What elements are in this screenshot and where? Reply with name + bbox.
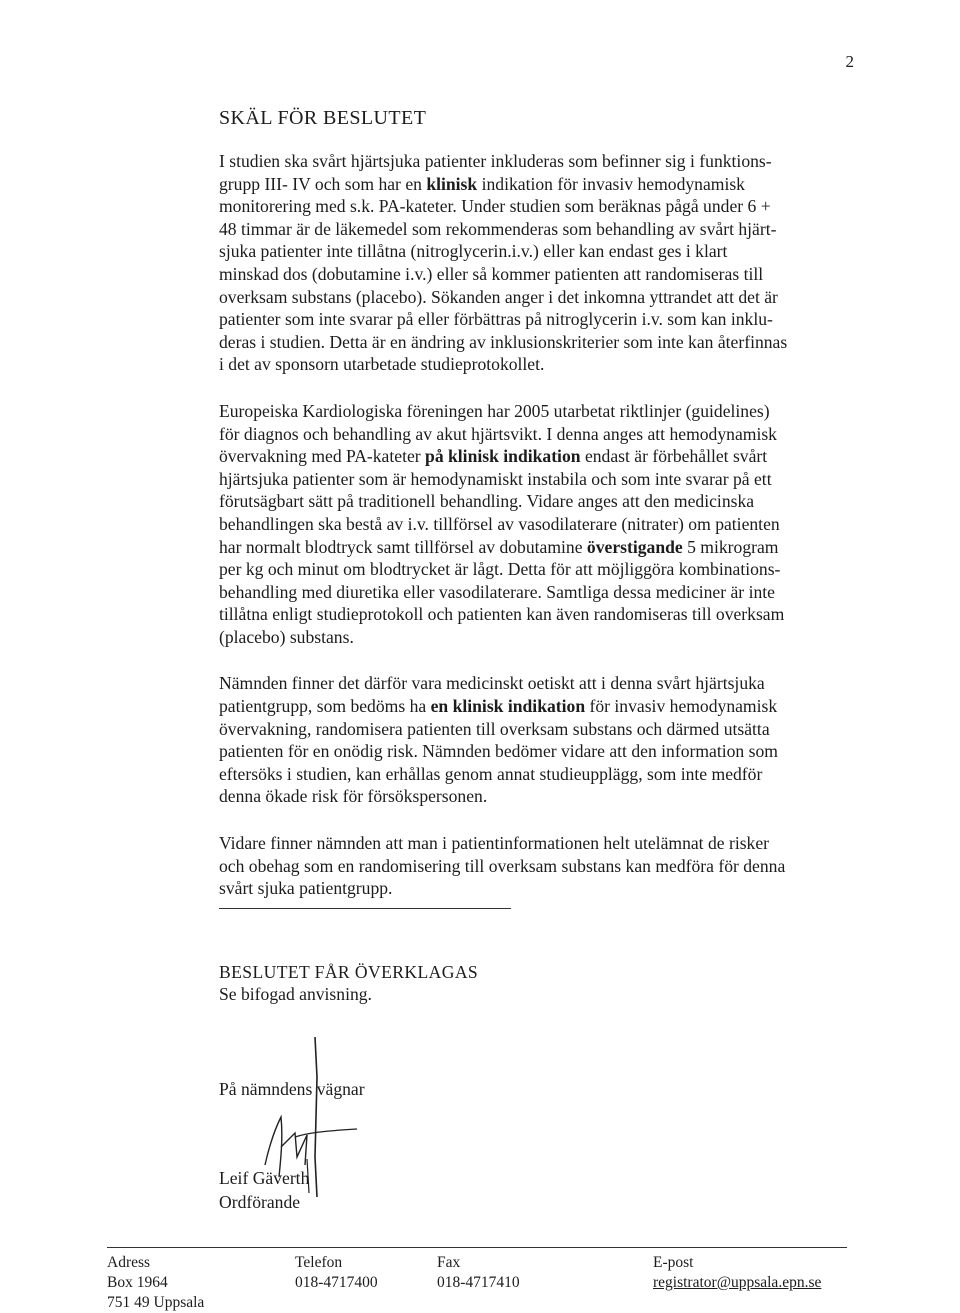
text-line: svårt sjuka patientgrupp. bbox=[219, 878, 393, 899]
text-line: Nämnden finner det därför vara medicinskt oetiskt att i denna svårt hjärtsjuka bbox=[219, 673, 765, 694]
bold-phrase: en klinisk indikation bbox=[430, 696, 586, 717]
address-label: Adress bbox=[107, 1254, 151, 1271]
text-line: patienten för en onödig risk. Nämnden bedömer vidare att den information som bbox=[219, 741, 778, 762]
text-line: och obehag som en randomisering till overksam substans kan medföra för denna bbox=[219, 855, 786, 876]
bold-phrase: på klinisk indikation bbox=[425, 446, 581, 467]
address-line: Box 1964 bbox=[107, 1274, 168, 1291]
signature-block bbox=[219, 1067, 849, 1217]
email-link[interactable]: registrator@uppsala.epn.se bbox=[653, 1274, 822, 1291]
address-city: 751 49 Uppsala bbox=[107, 1294, 205, 1311]
footer bbox=[107, 1247, 847, 1311]
bold-phrase: klinisk bbox=[426, 173, 478, 194]
section-heading: SKÄL FÖR BESLUTET bbox=[219, 107, 427, 129]
text-line: tillåtna enligt studieprotokoll och patienten kan även randomiseras till overksam bbox=[219, 604, 785, 625]
paragraph bbox=[219, 832, 849, 900]
page-number: 2 bbox=[845, 52, 854, 71]
signer-title: Ordförande bbox=[219, 1191, 301, 1212]
text-line: i det av sponsorn utarbetade studieprotokollet. bbox=[219, 354, 545, 375]
text-line: minskad dos (dobutamine i.v.) eller så kommer patienten att randomiseras till bbox=[219, 263, 764, 284]
text-line: eftersöks i studien, kan erhållas genom annat studieupplägg, som inte medför bbox=[219, 763, 763, 784]
divider bbox=[219, 908, 511, 909]
text-line: I studien ska svårt hjärtsjuka patienter inkluderas som befinner sig i funktions- bbox=[219, 151, 772, 171]
text-line: monitorering med s.k. PA-kateter. Under studien som beräknas pågå under 6 + bbox=[219, 196, 771, 217]
paragraph bbox=[219, 400, 849, 649]
text-line: Vidare finner nämnden att man i patientinformationen helt utelämnat de risker bbox=[219, 833, 770, 854]
on-behalf-text: På nämndens vägnar bbox=[219, 1078, 365, 1099]
text-line: övervakning med PA-kateter på klinisk indikation endast är förbehållet svårt bbox=[219, 446, 768, 467]
text-line: behandling med diuretika eller vasodilaterare. Samtliga dessa mediciner är inte bbox=[219, 581, 775, 602]
fax-label: Fax bbox=[437, 1254, 461, 1271]
text-line: deras i studien. Detta är en ändring av inklusionskriterier som inte kan återfinnas bbox=[219, 331, 788, 352]
text-line: behandlingen ska bestå av i.v. tillförsel av vasodilaterare (nitrater) om patienten bbox=[219, 513, 780, 534]
decision-body bbox=[219, 107, 849, 1217]
paragraph bbox=[219, 150, 849, 376]
footer-address bbox=[107, 1253, 204, 1313]
footer-divider bbox=[107, 1247, 847, 1248]
text-line: (placebo) substans. bbox=[219, 626, 354, 647]
text-line: 48 timmar är de läkemedel som rekommenderas som behandling av svårt hjärt- bbox=[219, 218, 777, 239]
appeal-text: Se bifogad anvisning. bbox=[219, 983, 372, 1004]
text-line: denna ökade risk för försökspersonen. bbox=[219, 786, 488, 807]
text-line: förutsägbart sätt på traditionell behandling. Vidare anges att den medicinska bbox=[219, 491, 755, 512]
text-line: overksam substans (placebo). Sökanden anger i det inkomna yttrandet att det är bbox=[219, 286, 778, 307]
fax-number: 018-4717410 bbox=[437, 1274, 520, 1291]
text-line: patientgrupp, som bedöms ha en klinisk indikation för invasiv hemodynamisk bbox=[219, 696, 778, 717]
signer-name: Leif Gäverth bbox=[219, 1167, 310, 1188]
phone-label: Telefon bbox=[295, 1254, 343, 1271]
appeal-heading: BESLUTET FÅR ÖVERKLAGAS bbox=[219, 961, 479, 982]
footer-fax bbox=[437, 1253, 520, 1293]
footer-phone bbox=[295, 1253, 378, 1293]
footer-email bbox=[653, 1253, 821, 1293]
text-line: Europeiska Kardiologiska föreningen har 2005 utarbetat riktlinjer (guidelines) bbox=[219, 400, 770, 421]
bold-phrase: överstigande bbox=[586, 536, 683, 557]
phone-number: 018-4717400 bbox=[295, 1274, 378, 1291]
text-line: per kg och minut om blodtrycket är lågt. Detta för att möjliggöra kombinations- bbox=[219, 559, 781, 580]
email-label: E-post bbox=[653, 1254, 694, 1271]
text-line: för diagnos och behandling av akut hjärtsvikt. I denna anges att hemodynamisk bbox=[219, 423, 777, 444]
text-line: hjärtsjuka patienter som är hemodynamiskt instabila och som inte svarar på ett bbox=[219, 468, 772, 489]
text-line: patienter som inte svarar på eller förbättras på nitroglycerin i.v. som kan inklu- bbox=[219, 309, 773, 330]
text-line: har normalt blodtryck samt tillförsel av dobutamine överstigande 5 mikrogram bbox=[219, 536, 779, 557]
paragraph bbox=[219, 672, 849, 808]
text-line: grupp III- IV och som har en klinisk indikation för invasiv hemodynamisk bbox=[219, 173, 745, 194]
text-line: övervakning, randomisera patienten till overksam substans och därmed utsätta bbox=[219, 718, 770, 739]
text-line: sjuka patienter inte tillåtna (nitroglycerin.i.v.) eller kan endast ges i klart bbox=[219, 241, 728, 262]
